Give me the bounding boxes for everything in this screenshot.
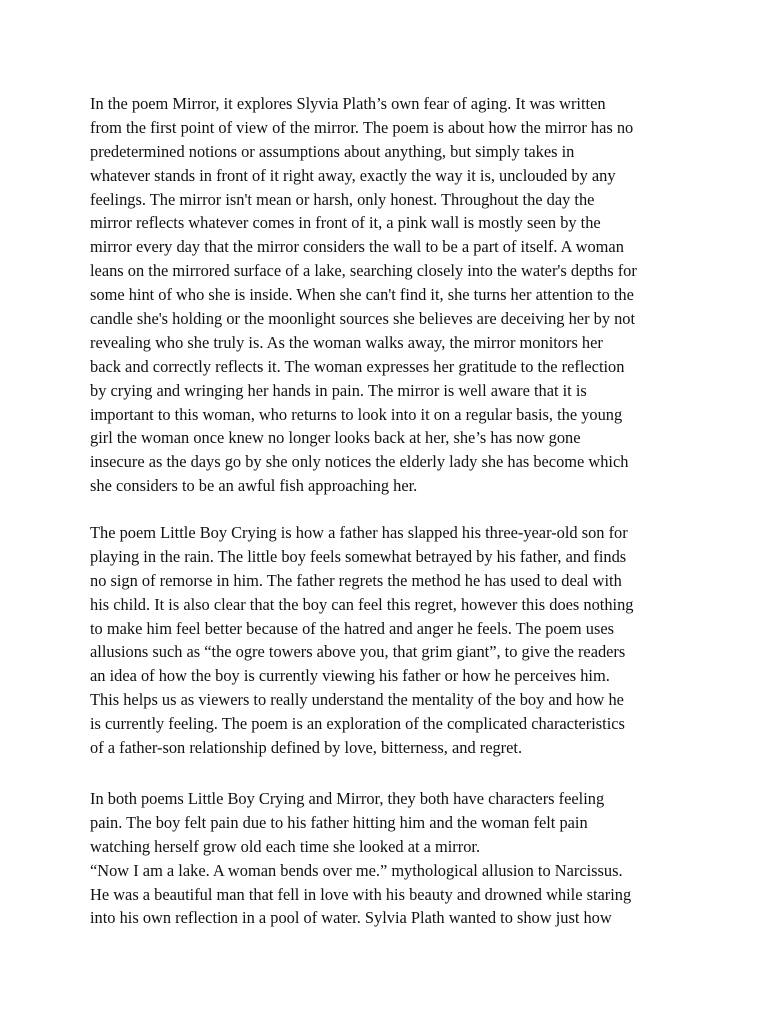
text-line: mirror reflects whatever comes in front of it, a pink wall is mostly seen by the — [90, 213, 601, 233]
text-line: important to this woman, who returns to look into it on a regular basis, the young — [90, 404, 623, 424]
text-line: insecure as the days go by she only notices the elderly lady she has become which — [90, 452, 629, 472]
text-line: she considers to be an awful fish approaching her. — [90, 476, 418, 496]
text-line: an idea of how the boy is currently viewing his father or how he perceives him. — [90, 666, 610, 686]
text-line: his child. It is also clear that the boy can feel this regret, however this does nothing — [90, 594, 634, 614]
text-line: to make him feel better because of the hatred and anger he feels. The poem uses — [90, 618, 614, 638]
text-line: This helps us as viewers to really understand the mentality of the boy and how he — [90, 690, 624, 710]
text-line: whatever stands in front of it right away, exactly the way it is, unclouded by any — [90, 165, 616, 185]
text-line: pain. The boy felt pain due to his father hitting him and the woman felt pain — [90, 812, 588, 832]
text-line: The poem Little Boy Crying is how a father has slapped his three-year-old son for — [90, 523, 628, 542]
text-line: feelings. The mirror isn't mean or harsh, only honest. Throughout the day the — [90, 189, 595, 209]
paragraph-comparison — [90, 787, 690, 930]
text-line: He was a beautiful man that fell in love with his beauty and drowned while staring — [90, 884, 632, 904]
text-line: by crying and wringing her hands in pain. The mirror is well aware that it is — [90, 380, 587, 400]
text-line: is currently feeling. The poem is an exploration of the complicated characteristics — [90, 714, 625, 734]
text-line: In the poem Mirror, it explores Slyvia Plath’s own fear of aging. It was written — [90, 94, 606, 113]
text-line: from the first point of view of the mirror. The poem is about how the mirror has no — [90, 117, 634, 137]
text-line: revealing who she truly is. As the woman walks away, the mirror monitors her — [90, 332, 603, 352]
text-line: candle she's holding or the moonlight sources she believes are deceiving her by not — [90, 309, 636, 329]
text-line: “Now I am a lake. A woman bends over me.” mythological allusion to Narcissus. — [90, 860, 623, 880]
text-line: leans on the mirrored surface of a lake, searching closely into the water's depths for — [90, 261, 637, 281]
text-line: girl the woman once knew no longer looks back at her, she’s has now gone — [90, 428, 581, 448]
text-line: into his own reflection in a pool of water. Sylvia Plath wanted to show just how — [90, 908, 612, 928]
text-line: allusions such as “the ogre towers above you, that grim giant”, to give the readers — [90, 642, 626, 662]
text-line: playing in the rain. The little boy feels somewhat betrayed by his father, and finds — [90, 546, 627, 566]
text-line: In both poems Little Boy Crying and Mirror, they both have characters feeling — [90, 789, 605, 808]
text-line: back and correctly reflects it. The woman expresses her gratitude to the reflection — [90, 356, 625, 376]
text-line: watching herself grow old each time she looked at a mirror. — [90, 836, 481, 856]
paragraph-mirror-analysis — [90, 92, 690, 498]
text-line: mirror every day that the mirror considers the wall to be a part of itself. A woman — [90, 237, 624, 257]
text-line: predetermined notions or assumptions about anything, but simply takes in — [90, 141, 575, 161]
text-line: of a father-son relationship defined by love, bitterness, and regret. — [90, 738, 523, 758]
text-line: no sign of remorse in him. The father regrets the method he has used to deal with — [90, 570, 622, 590]
text-line: some hint of who she is inside. When she can't find it, she turns her attention to the — [90, 285, 634, 305]
paragraph-little-boy-crying-analysis — [90, 521, 690, 760]
